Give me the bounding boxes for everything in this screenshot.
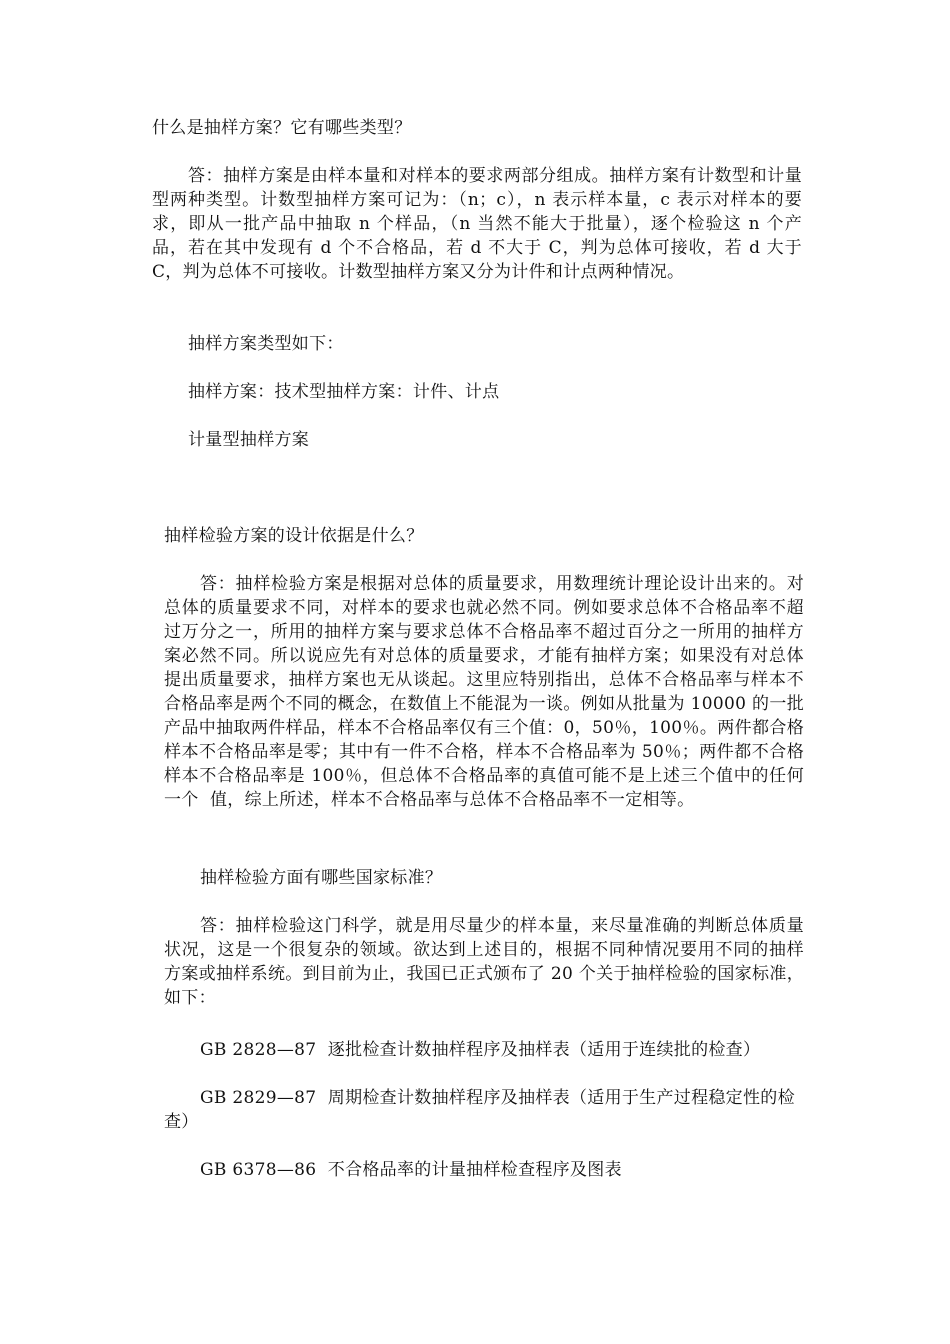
standard-item: GB 2829—87 周期检查计数抽样程序及抽样表（适用于生产过程稳定性的检查） — [164, 1088, 795, 1132]
sampling-types-line-2: 计量型抽样方案 — [188, 430, 310, 450]
question-sampling-plan: 什么是抽样方案？它有哪些类型？ — [152, 118, 412, 138]
question-national-standards: 抽样检验方面有哪些国家标准？ — [200, 868, 443, 888]
question-design-basis: 抽样检验方案的设计依据是什么？ — [164, 526, 424, 546]
standard-item: GB 2828—87 逐批检查计数抽样程序及抽样表（适用于连续批的检查） — [200, 1040, 761, 1060]
sampling-types-intro: 抽样方案类型如下： — [188, 334, 344, 354]
answer-design-basis: 答：抽样检验方案是根据对总体的质量要求，用数理统计理论设计出来的。对总体的质量要求不同，对样本的要求也就必然不同。例如要求总体不合格品率不超过万分之一，所用的抽样方案与要求总体不合格品率不超过百分之一所用的抽样方案必然不同。所以说应先有对总体的质量要求，才能有抽样方案；如果没有对总体提出质量要求，抽样方案也无从谈起。这里应特别指出，总体不合格品率与样本不合格品率是两个不同的概念，在数值上不能混为一谈。例如从批量为 10000 的一批产品中抽取两件样品，样本不合格品率仅有三个值：0，50％，100％。两件都合格样本不合格品率是零；其中有一件不合格，样本不合格品率为 50％；两件都不合格样本不合格品率是 100％，但总体不合格品率的真值可能不是上述三个值中的任何一个 值，综上所述，样本不合格品率与总体不合格品率不一定相等。 — [164, 574, 804, 810]
answer-national-standards: 答：抽样检验这门科学，就是用尽量少的样本量，来尽量准确的判断总体质量状况，这是一个很复杂的领域。欲达到上述目的，根据不同种情况要用不同的抽样方案或抽样系统。到目前为止，我国已正式颁布了 20 个关于抽样检验的国家标准，如下： — [164, 916, 804, 1008]
standard-item: GB 6378—86 不合格品率的计量抽样检查程序及图表 — [200, 1160, 622, 1180]
answer-sampling-plan: 答：抽样方案是由样本量和对样本的要求两部分组成。抽样方案有计数型和计量型两种类型。计数型抽样方案可记为：（n；c），n 表示样本量，c 表示对样本的要求，即从一批产品中抽取 n 个样品，（n 当然不能大于批量），逐个检验这 n 个产品，若在其中发现有 d 个不合格品，若 d 不大于 C，判为总体可接收，若 d 大于 C，判为总体不可接收。计数型抽样方案又分为计件和计点两种情况。 — [152, 166, 808, 282]
sampling-types-line-1: 抽样方案：技术型抽样方案：计件、计点 — [188, 382, 500, 402]
